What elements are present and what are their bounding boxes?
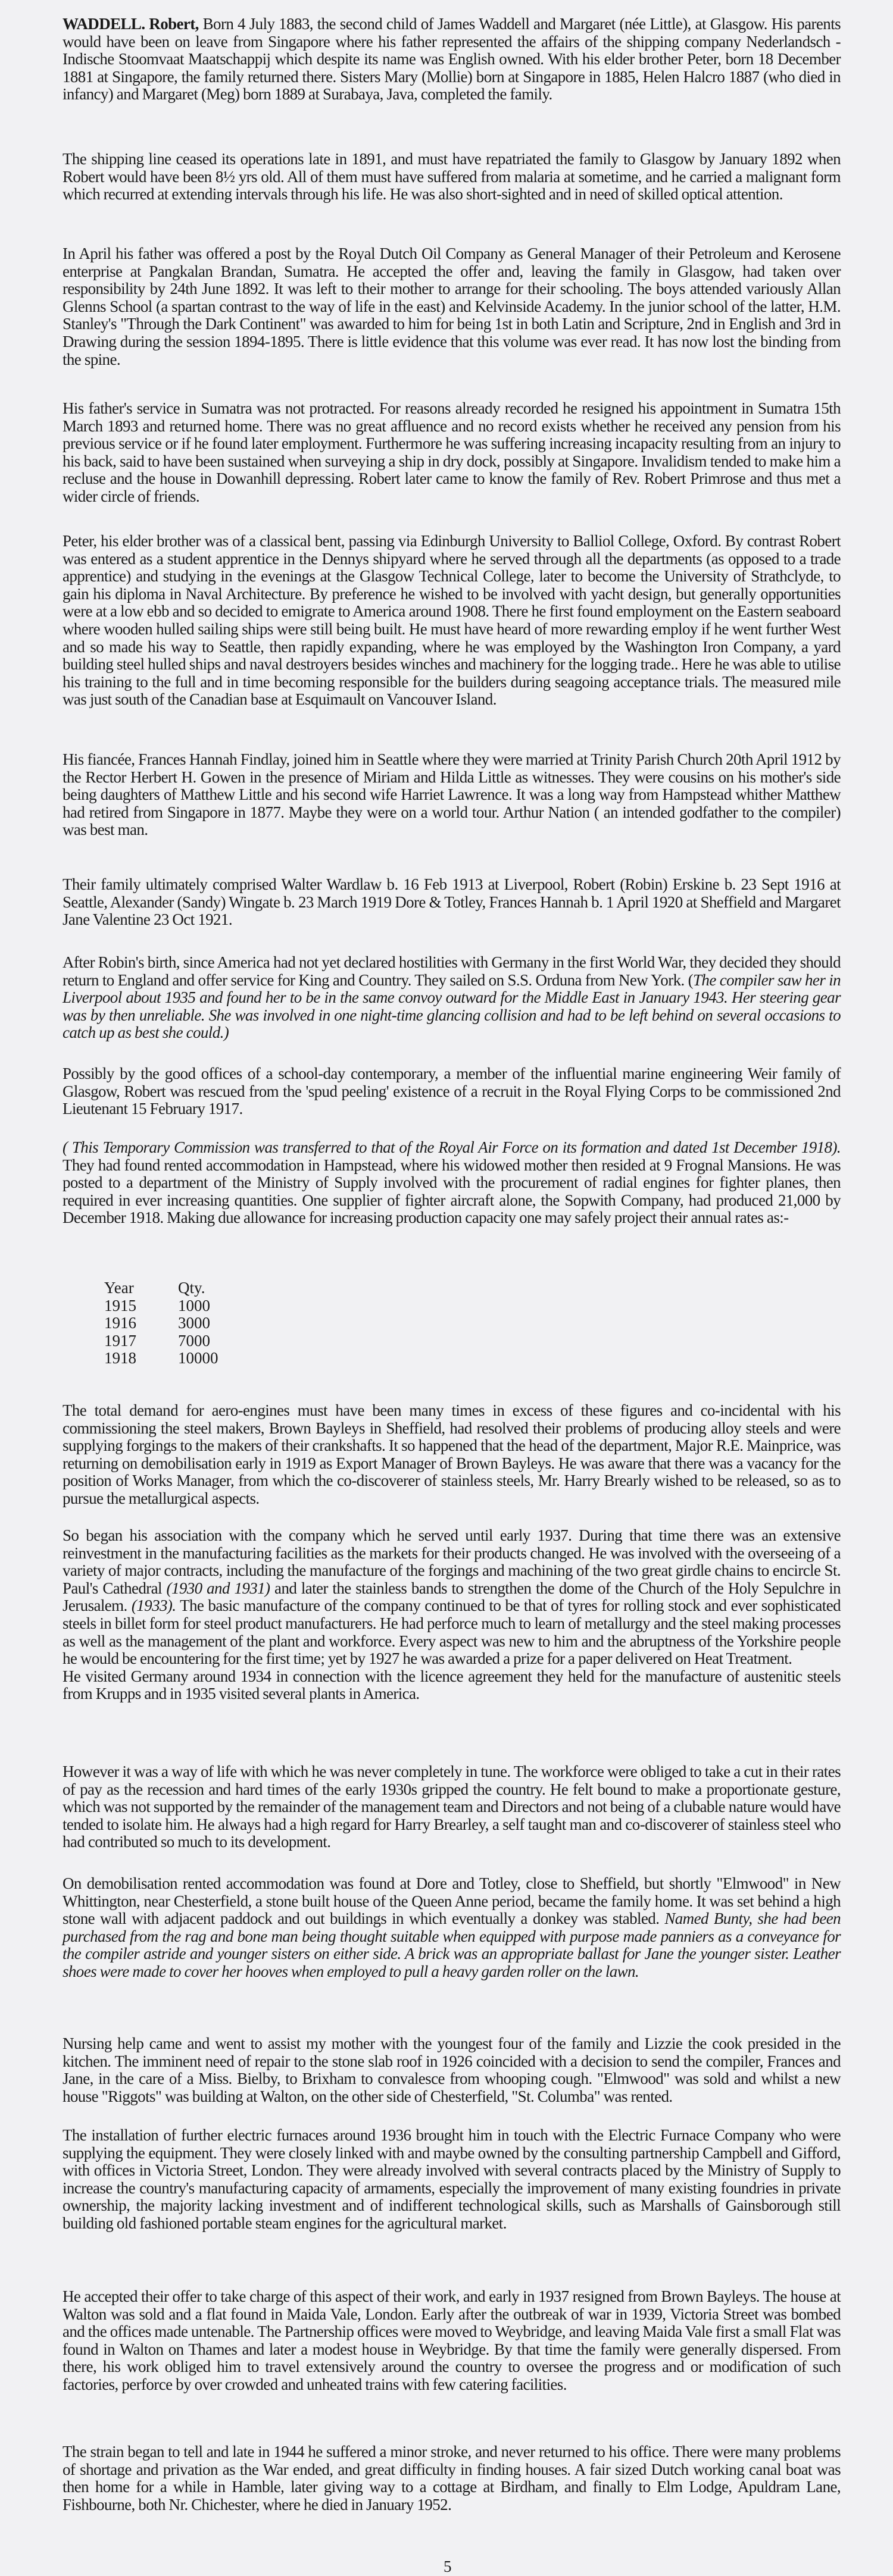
- table-row: [104, 1314, 249, 1332]
- paragraph-italic-note: The compiler saw her in Liverpool about 1935 and found her to be in the same convoy outward for the Middle East in January 1943. Her steering gear was by then unreliable. She was involved in one night-time glancing collision and had to be left behind on several occasions to catch up as best she could.): [63, 971, 841, 1042]
- paragraph-family: [63, 876, 841, 929]
- paragraph-sumatra: [63, 400, 841, 506]
- paragraph-text: The basic manufacture of the company continued to be that of tyres for rolling stock and ever sophisticated steels in billet form for steel product manufacturers. He had perforce much to learn of metallurgy and the steel making processes as well as the management of the plant and workforce. Every aspect was new to him and the abruptness of the Yorkshire people he would be encountering for the first time; yet by 1927 he was awarded a prize for a paper delivered on Heat Treatment.: [63, 1597, 841, 1668]
- table-row: [104, 1332, 249, 1350]
- table-cell-qty: 10000: [178, 1349, 218, 1367]
- paragraph-way-of-life: [63, 1763, 841, 1851]
- paragraph-italic-note: Named Bunty, she had been purchased from the rag and bone man being thought suitable when equipped with purpose made panniers as a conveyance for the compiler astride and younger sisters on either side. A brick was an appropriate ballast for Jane the younger sister. Leather shoes were made to cover her hooves when employed to pull a heavy garden roller on the lawn.: [63, 1910, 841, 1980]
- paragraph-elmwood: [63, 1875, 841, 1981]
- paragraph-text: His father's service in Sumatra was not protracted. For reasons already recorded he resigned his appointment in Sumatra 15th March 1893 and returned home. There was no great affluence and no record exists whether he received any pension from his previous service or if he found later employment. Furthermore he was suffering increasing incapacity resulting from an injury to his back, said to have been sustained when surveying a ship in dry dock, possibly at Singapore. Invalidism tended to make him a recluse and the house in Dowanhill depressing. Robert later came to know the family of Rev. Robert Primrose and thus met a wider circle of friends.: [63, 399, 841, 505]
- production-table: [104, 1279, 249, 1367]
- paragraph-maida-vale: [63, 2288, 841, 2394]
- paragraph-commission: [63, 1139, 841, 1227]
- paragraph-text: The shipping line ceased its operations late in 1891, and must have repatriated the family to Glasgow by January 1892 when Robert would have been 8½ yrs old. All of them must have suffered from malaria at sometime, and he carried a malignant form which recurred at extending intervals through his life. He was also short-sighted and in need of skilled optical attention.: [63, 150, 841, 204]
- paragraph-aero-engines: [63, 1402, 841, 1508]
- paragraph-text: After Robin's birth, since America had not yet declared hostilities with Germany in the first World War, they decided they should return to England and offer service for King and Country. They sailed on S.S. Orduna from New York. (: [63, 953, 841, 989]
- table-cell-year: 1915: [104, 1296, 136, 1314]
- table-cell-year: 1916: [104, 1314, 136, 1332]
- paragraph-orduna: [63, 954, 841, 1042]
- paragraph-text: In April his father was offered a post by the Royal Dutch Oil Company as General Manager of their Petroleum and Kerosene enterprise at Pangkalan Brandan, Sumatra. He accepted the offer and, leaving the family in Glasgow, had taken over responsibility by 24th June 1892. It was left to their mother to arrange for their schooling. The boys attended variously Allan Glenns School (a spartan contrast to the way of life in the east) and Kelvinside Academy. In the junior school of the latter, H.M. Stanley's "Through the Dark Continent" was awarded to him for being 1st in both Latin and Scripture, 2nd in English and 3rd in Drawing during the session 1894-1895. There is little evidence that this volume was ever read. It has now lost the binding from the spine.: [63, 245, 841, 368]
- paragraph-text: They had found rented accommodation in Hampstead, where his widowed mother then resided at 9 Frognal Mansions. He was posted to a department of the Ministry of Supply involved with the procurement of radial engines for fighter planes, then required in ever increasing quantities. One supplier of fighter aircraft alone, the Sopwith Company, had produced 21,000 by December 1918. Making due allowance for increasing production capacity one may safely project their annual rates as:-: [63, 1156, 841, 1227]
- paragraph-italic-date: (1930 and 1931): [166, 1579, 270, 1597]
- paragraph-italic-date: (1933).: [131, 1597, 176, 1615]
- paragraph-text: The installation of further electric furnaces around 1936 brought him in touch with the Electric Furnace Company who were supplying the equipment. They were closely linked with and maybe owned by the consulting partnership Campbell and Gifford, with offices in Victoria Street, London. They were already involved with several contracts placed by the Ministry of Supply to increase the country's manufacturing capacity of armaments, especially the improvement of many existing foundries in private ownership, the majority lacking investment and of indifferent technological skills, such as Marshalls of Gainsborough still building old fashioned portable steam engines for the agricultural market.: [63, 2126, 841, 2232]
- paragraph-text: Born 4 July 1883, the second child of James Waddell and Margaret (née Little), at Glasgow. His parents would have been on leave from Singapore where his father represented the affairs of the shipping company Nederlandsch - Indische Stoomvaat Maatschappij which despite its name was English owned. With his elder brother Peter, born 18 December 1881 at Singapore, the family returned there. Sisters Mary (Mollie) born at Singapore in 1885, Helen Halcro 1887 (who died in infancy) and Margaret (Meg) born 1889 at Surabaya, Java, completed the family.: [63, 15, 841, 104]
- paragraph-text: His fiancée, Frances Hannah Findlay, joined him in Seattle where they were married at Trinity Parish Church 20th April 1912 by the Rector Herbert H. Gowen in the presence of Miriam and Hilda Little as witnesses. They were cousins on his mother's side being daughters of Matthew Little and his second wife Harriet Lawrence. It was a long way from Hampstead whither Matthew had retired from Singapore in 1877. Maybe they were on a world tour. Arthur Nation ( an intended godfather to the compiler) was best man.: [63, 750, 841, 839]
- paragraph-peter: [63, 533, 841, 709]
- table-cell-year: 1918: [104, 1349, 136, 1367]
- paragraph-text: and later the stainless bands to strengthen the dome of the Church of the Holy Sepulchre in Jerusalem.: [63, 1579, 841, 1615]
- paragraph-text: Nursing help came and went to assist my mother with the youngest four of the family and Lizzie the cook presided in the kitchen. The imminent need of repair to the stone slab roof in 1926 coincided with a decision to send the compiler, Frances and Jane, in the care of a Miss. Bielby, to Brixham to convalesce from whooping cough. "Elmwood" was sold and whilst a new house "Riggots" was building at Walton, on the other side of Chesterfield, "St. Columba" was rented.: [63, 2034, 841, 2105]
- table-header-row: [104, 1279, 249, 1297]
- paragraph-brown-bayleys: [63, 1527, 841, 1703]
- page-number: 5: [444, 2558, 452, 2575]
- table-header-qty: Qty.: [178, 1279, 205, 1297]
- entry-heading: WADDELL. Robert,: [63, 15, 199, 33]
- paragraph-electric-furnace: [63, 2127, 841, 2233]
- paragraph-text: Peter, his elder brother was of a classical bent, passing via Edinburgh University to Balliol College, Oxford. By contrast Robert was entered as a student apprentice in the Dennys shipyard where he served through all the departments (as opposed to a trade apprentice) and studying in the evenings at the Glasgow Technical College, later to become the University of Strathclyde, to gain his diploma in Naval Architecture. By preference he wished to be involved with yacht design, but generally opportunities were at a low ebb and so decided to emigrate to America around 1908. There he first found employment on the Eastern seaboard where wooden hulled sailing ships were still being built. He must have heard of more rewarding employ if he went further West and so made his way to Seattle, then rapidly expanding, where he was employed by the Washington Iron Company, a yard building steel hulled ships and naval destroyers besides winches and machinery for the logging trade.. Here he was able to utilise his training to the full and in time becoming responsible for the builders during seagoing acceptance trials. The measured mile was just south of the Canadian base at Esquimault on Vancouver Island.: [63, 532, 841, 709]
- paragraph-royal-dutch: [63, 245, 841, 368]
- paragraph-fiancee: [63, 751, 841, 839]
- paragraph-weir: [63, 1065, 841, 1118]
- paragraph-text: Their family ultimately comprised Walter Wardlaw b. 16 Feb 1913 at Liverpool, Robert (Robin) Erskine b. 23 Sept 1916 at Seattle, Alexander (Sandy) Wingate b. 23 March 1919 Dore & Totley, Frances Hannah b. 1 April 1920 at Sheffield and Margaret Jane Valentine 23 Oct 1921.: [63, 875, 841, 929]
- paragraph-text: He visited Germany around 1934 in connection with the licence agreement they held for the manufacture of austenitic steels from Krupps and in 1935 visited several plants in America.: [63, 1667, 841, 1703]
- paragraph-text: However it was a way of life with which he was never completely in tune. The workforce were obliged to take a cut in their rates of pay as the recession and hard times of the early 1930s gripped the country. He felt bound to make a proportionate gesture, which was not supported by the remainder of the management team and Directors and not being of a clubable nature would have tended to isolate him. He always had a high regard for Harry Brearley, a self taught man and co-discoverer of stainless steel who had contributed so much to its development.: [63, 1763, 841, 1851]
- table-cell-qty: 1000: [178, 1296, 210, 1314]
- paragraph-shipping-line: [63, 151, 841, 204]
- paragraph-intro: [63, 15, 841, 104]
- table-cell-qty: 3000: [178, 1314, 210, 1332]
- table-row: [104, 1297, 249, 1315]
- table-header-year: Year: [104, 1279, 134, 1297]
- table-cell-qty: 7000: [178, 1331, 210, 1350]
- paragraph-text: On demobilisation rented accommodation was found at Dore and Totley, close to Sheffield, but shortly "Elmwood" in New Whittington, near Chesterfield, a stone built house of the Queen Anne period, became the family home. It was set behind a high stone wall with adjacent paddock and out buildings in which eventually a donkey was stabled.: [63, 1874, 841, 1928]
- paragraph-text: He accepted their offer to take charge of this aspect of their work, and early in 1937 resigned from Brown Bayleys. The house at Walton was sold and a flat found in Maida Vale, London. Early after the outbreak of war in 1939, Victoria Street was bombed and the offices made untenable. The Partnership offices were moved to Weybridge, and leaving Maida Vale first a small Flat was found in Walton on Thames and later a modest house in Weybridge. By that time the family were generally dispersed. From there, his work obliged him to travel extensively around the country to oversee the progress and or modification of such factories, perforce by over crowded and unheated trains with few catering facilities.: [63, 2287, 841, 2393]
- paragraph-text: So began his association with the company which he served until early 1937. During that time there was an extensive reinvestment in the manufacturing facilities as the markets for their products changed. He was involved with the overseeing of a variety of major contracts, including the manufacture of the forgings and machining of the two great girdle chains to encircle St. Paul's Cathedral: [63, 1526, 841, 1597]
- paragraph-text: Possibly by the good offices of a school-day contemporary, a member of the influential marine engineering Weir family of Glasgow, Robert was rescued from the 'spud peeling' existence of a recruit in the Royal Flying Corps to be commissioned 2nd Lieutenant 15 February 1917.: [63, 1065, 841, 1118]
- paragraph-text: The strain began to tell and late in 1944 he suffered a minor stroke, and never returned to his office. There were many problems of shortage and privation as the War ended, and great difficulty in finding houses. A fair sized Dutch working canal boat was then home for a while in Hamble, later giving way to a cottage at Birdham, and finally to Elm Lodge, Apuldram Lane, Fishbourne, both Nr. Chichester, where he died in January 1952.: [63, 2443, 841, 2514]
- paragraph-italic-note: ( This Temporary Commission was transferred to that of the Royal Air Force on its formation and dated 1st December 1918).: [63, 1138, 841, 1156]
- paragraph-text: The total demand for aero-engines must have been many times in excess of these figures and co-incidental with his commissioning the steel makers, Brown Bayleys in Sheffield, had resolved their problems of producing alloy steels and were supplying forgings to the makers of their crankshafts. It so happened that the head of the department, Major R.E. Mainprice, was returning on demobilisation early in 1919 as Export Manager of Brown Bayleys. He was aware that there was a vacancy for the position of Works Manager, from which the co-discoverer of stainless steels, Mr. Harry Brearly wished to be released, so as to pursue the metallurgical aspects.: [63, 1401, 841, 1507]
- paragraph-final-years: [63, 2443, 841, 2514]
- paragraph-nursing: [63, 2035, 841, 2105]
- table-row: [104, 1350, 249, 1367]
- table-cell-year: 1917: [104, 1331, 136, 1350]
